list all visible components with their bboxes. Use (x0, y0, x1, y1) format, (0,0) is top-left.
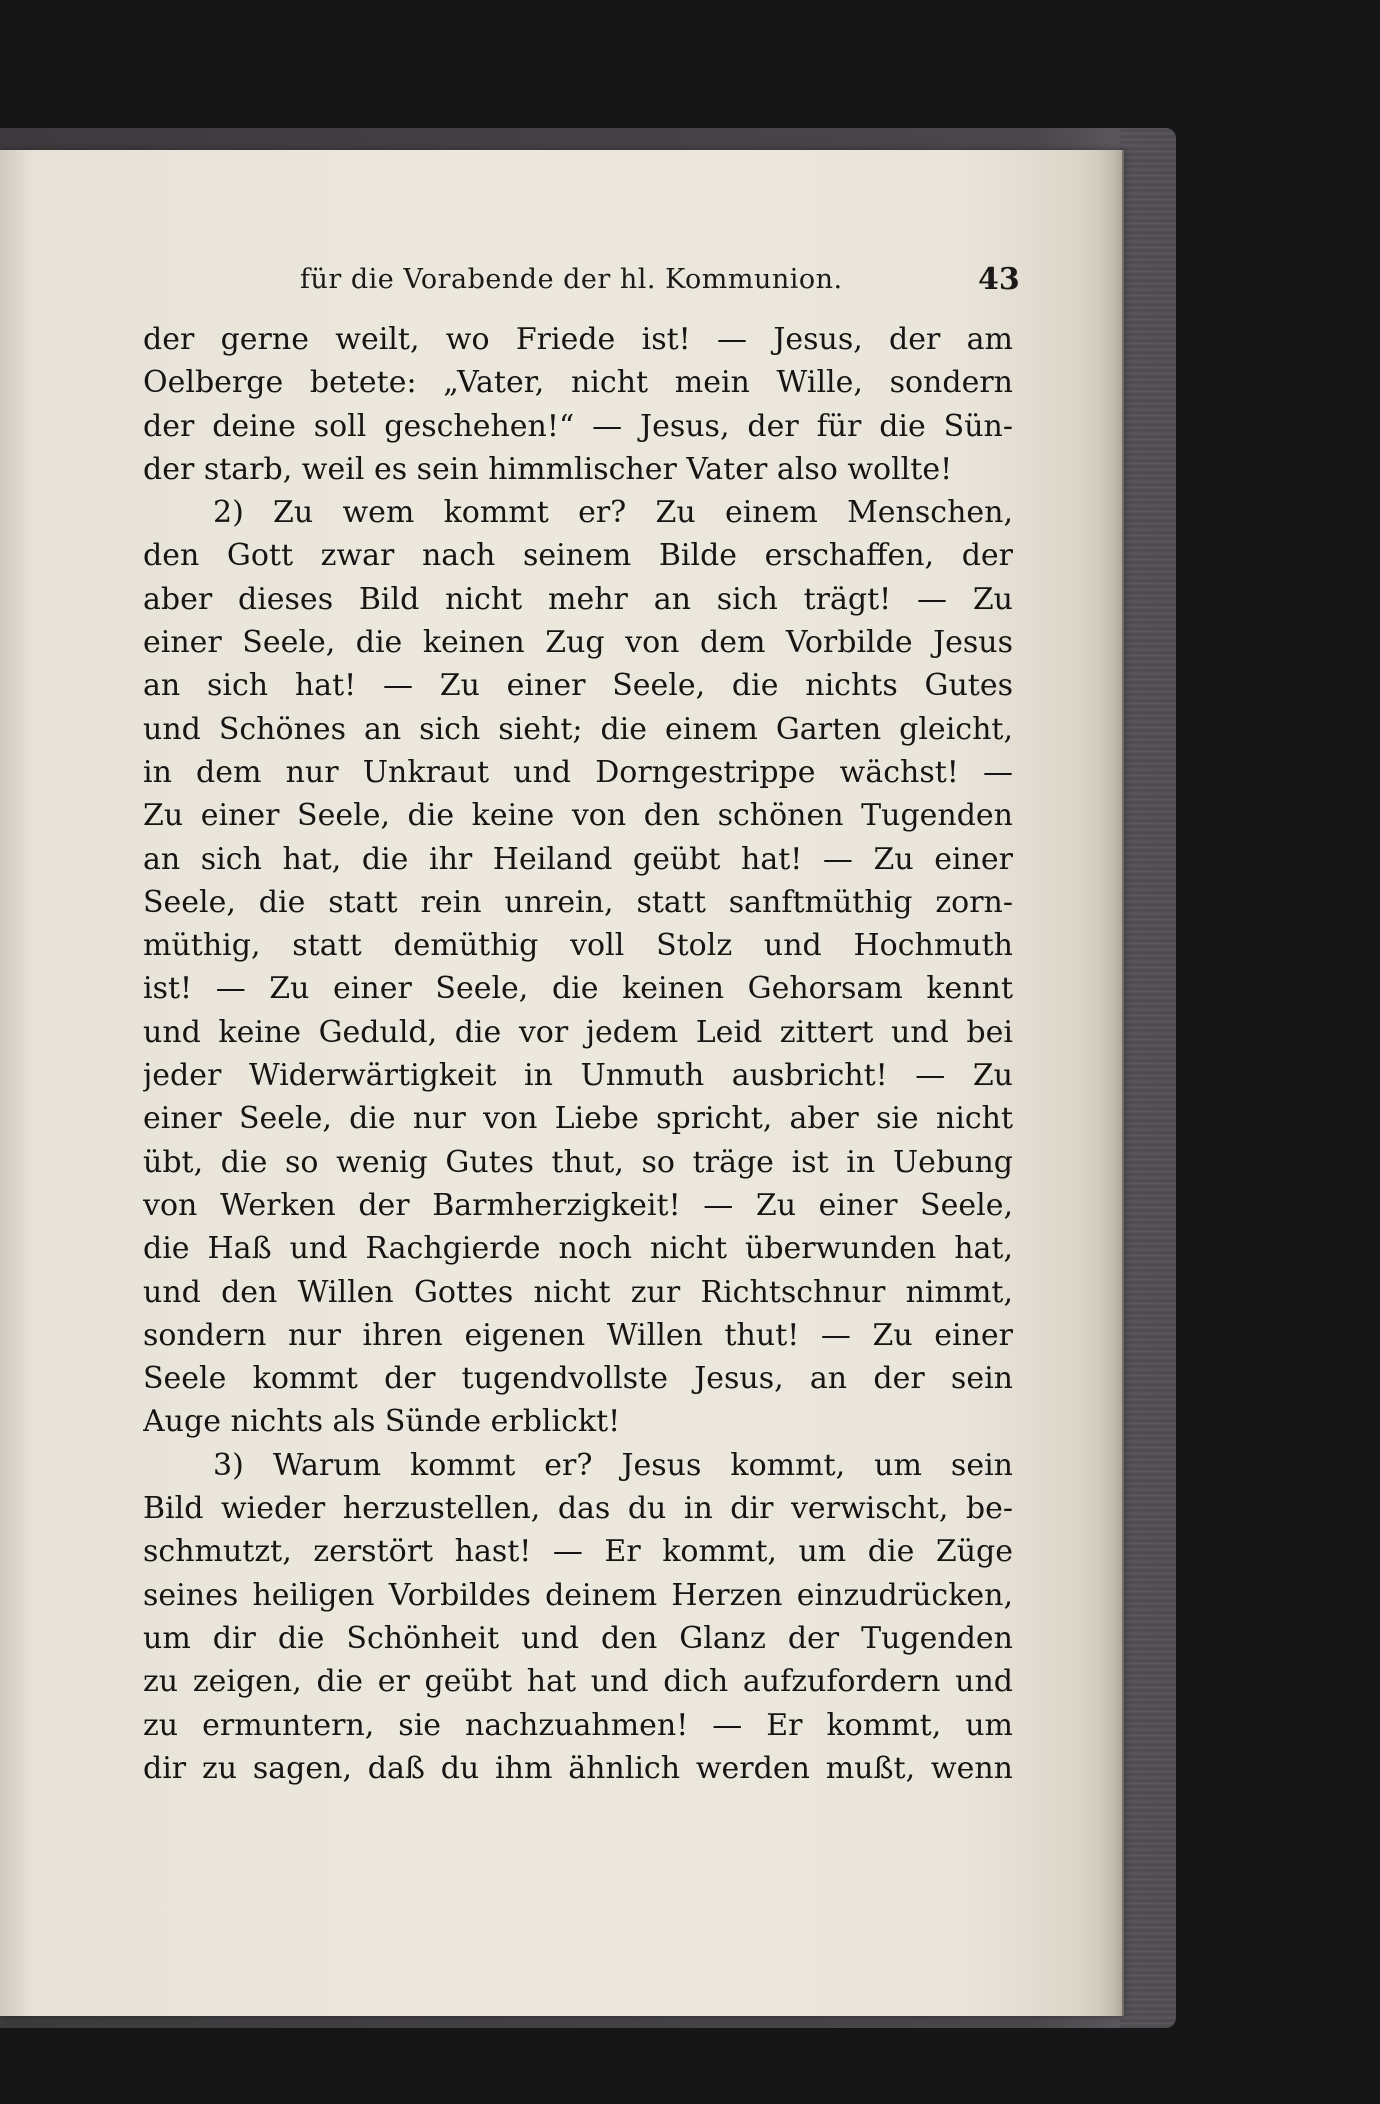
text-line: seines heiligen Vorbildes deinem Herzen einzudrücken, (143, 1577, 1013, 1613)
text-line: übt, die so wenig Gutes thut, so träge ist in Uebung (143, 1144, 1013, 1180)
section-heading-line: 2) Zu wem kommt er? Zu einem Menschen, (213, 495, 1013, 531)
text-line: in dem nur Unkraut und Dorngestrippe wächst! — (143, 754, 1013, 790)
text-line: und den Willen Gottes nicht zur Richtschnur nimmt, (143, 1274, 1013, 1310)
text-line: von Werken der Barmherzigkeit! — Zu einer Seele, (143, 1187, 1013, 1223)
text-line: Seele kommt der tugendvollste Jesus, an der sein (143, 1361, 1013, 1397)
text-line: den Gott zwar nach seinem Bilde erschaffen, der (143, 538, 1013, 574)
running-head (0, 264, 1380, 304)
running-title: für die Vorabende der hl. Kommunion. (300, 264, 843, 295)
text-line: Oelberge betete: „Vater, nicht mein Wille, sondern (143, 365, 1013, 401)
text-line: sondern nur ihren eigenen Willen thut! — Zu einer (143, 1317, 1013, 1353)
text-line: und Schönes an sich sieht; die einem Garten gleicht, (143, 711, 1013, 747)
text-line: an sich hat! — Zu einer Seele, die nichts Gutes (143, 668, 1013, 704)
section-heading-line: 3) Warum kommt er? Jesus kommt, um sein (213, 1447, 1013, 1483)
text-line: jeder Widerwärtigkeit in Unmuth ausbricht! — Zu (143, 1058, 1013, 1094)
text-line: zu zeigen, die er geübt hat und dich aufzufordern und (143, 1664, 1013, 1700)
text-line: der gerne weilt, wo Friede ist! — Jesus, der am (143, 322, 1013, 357)
text-line: ist! — Zu einer Seele, die keinen Gehorsam kennt (143, 971, 1013, 1007)
text-line: der starb, weil es sein himmlischer Vater also wollte! (143, 451, 953, 487)
text-line: Zu einer Seele, die keine von den schönen Tugenden (143, 798, 1013, 834)
text-line: einer Seele, die keinen Zug von dem Vorbilde Jesus (143, 625, 1013, 661)
text-line: und keine Geduld, die vor jedem Leid zittert und bei (143, 1014, 1013, 1050)
text-line: der deine soll geschehen!“ — Jesus, der für die Sün- (143, 408, 1013, 444)
page-fold-shadow (1098, 150, 1124, 2016)
body-text (143, 318, 1013, 1790)
text-line: die Haß und Rachgierde noch nicht überwunden hat, (143, 1231, 1013, 1267)
text-line: aber dieses Bild nicht mehr an sich trägt! — Zu (143, 581, 1013, 617)
text-line: einer Seele, die nur von Liebe spricht, aber sie nicht (143, 1101, 1013, 1137)
text-line: zu ermuntern, sie nachzuahmen! — Er kommt, um (143, 1707, 1013, 1743)
text-line: dir zu sagen, daß du ihm ähnlich werden mußt, wenn (143, 1750, 1013, 1786)
book-spine-edge (1120, 128, 1176, 2028)
text-line: Bild wieder herzustellen, das du in dir verwischt, be- (143, 1491, 1013, 1527)
text-line: müthig, statt demüthig voll Stolz und Hochmuth (143, 928, 1013, 964)
text-line: um dir die Schönheit und den Glanz der Tugenden (143, 1620, 1013, 1656)
text-line: Seele, die statt rein unrein, statt sanftmüthig zorn- (143, 884, 1013, 920)
text-line: schmutzt, zerstört hast! — Er kommt, um die Züge (143, 1534, 1013, 1570)
text-line: Auge nichts als Sünde erblickt! (143, 1404, 621, 1440)
text-line: an sich hat, die ihr Heiland geübt hat! — Zu einer (143, 841, 1013, 877)
page-number: 43 (978, 262, 1020, 297)
